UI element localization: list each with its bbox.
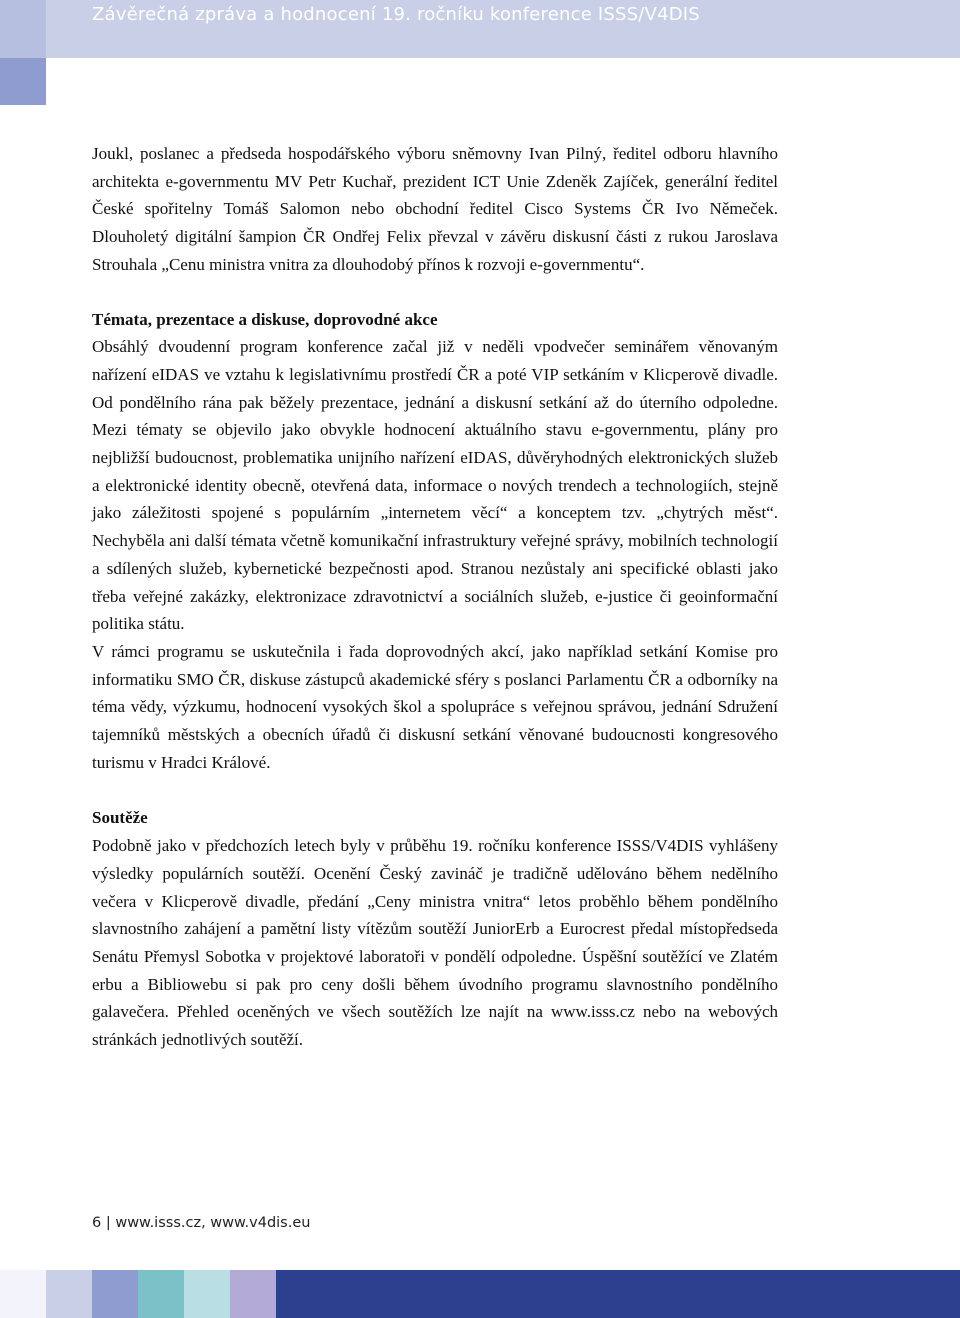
footer-bar-segment — [276, 1270, 960, 1318]
footer-bar-segment — [92, 1270, 138, 1318]
header-accent-block-top — [0, 0, 46, 58]
document-body — [92, 140, 778, 1054]
paragraph-topics: Obsáhlý dvoudenní program konference začal již v neděli vpodvečer seminářem věnovaným nařízení eIDAS ve vztahu k legislativnímu prostředí ČR a poté VIP setkáním v Klicperově divadle. Od pondělního rána pak běžely prezentace, jednání a diskusní setkání až do úterního odpoledne. Mezi tématy se objevilo jako obvykle hodnocení aktuálního stavu e-governmentu, plány pro nejbližší budoucnost, problematika unijního nařízení eIDAS, důvěryhodných elektronických služeb a elektronické identity obecně, otevřená data, informace o nových trendech a technologiích, stejně jako záležitosti spojené s populárním „internetem věcí“ a konceptem tzv. „chytrých měst“. Nechyběla ani další témata včetně komunikační infrastruktury veřejné správy, mobilních technologií a sdílených služeb, kybernetické bezpečnosti apod. Stranou nezůstaly ani specifické oblasti jako třeba veřejné zakázky, elektronizace zdravotnictví a sociálních služeb, e-justice či geoinformační politika státu. — [92, 337, 778, 634]
paragraph-intro: Joukl, poslanec a předseda hospodářského výboru sněmovny Ivan Pilný, ředitel odboru hlavního architekta e-governmentu MV Petr Kuchař, prezident ICT Unie Zdeněk Zajíček, generální ředitel České spořitelny Tomáš Salomon nebo obchodní ředitel Cisco Systems ČR Ivo Němeček. Dlouholetý digitální šampion ČR Ondřej Felix převzal v závěru diskusní části z rukou Jaroslava Strouhala „Cenu ministra vnitra za dlouhodobý přínos k rozvoji e-governmentu“. — [92, 144, 778, 274]
section-heading-topics: Témata, prezentace a diskuse, doprovodné akce — [92, 309, 438, 329]
footer-bar-segment — [138, 1270, 184, 1318]
paragraph-side-events: V rámci programu se uskutečnila i řada doprovodných akcí, jako například setkání Komise pro informatiku SMO ČR, diskuse zástupců akademické sféry s poslanci Parlamentu ČR a odborníky na téma vědy, výzkumu, hodnocení vysokých škol a spolupráce s veřejnou správou, jednání Sdružení tajemníků městských a obecních úřadů či diskusní setkání věnované budoucnosti kongresového turismu v Hradci Králové. — [92, 641, 778, 772]
header-accent-block — [0, 58, 46, 105]
footer-bar-segment — [184, 1270, 230, 1318]
footer-bar-segment — [0, 1270, 46, 1318]
running-header-title: Závěrečná zpráva a hodnocení 19. ročníku konference ISSS/V4DIS — [92, 4, 700, 25]
footer-bar-segment — [46, 1270, 92, 1318]
footer-color-bar — [0, 1270, 960, 1318]
paragraph-competitions: Podobně jako v předchozích letech byly v průběhu 19. ročníku konference ISSS/V4DIS vyhlášeny výsledky populárních soutěží. Ocenění Český zavináč je tradičně udělováno během nedělního večera v Klicperově divadle, předání „Ceny ministra vnitra“ letos proběhlo během pondělního slavnostního zahájení a pamětní listy vítězům soutěží JuniorErb a Eurocrest předal místopředseda Senátu Přemysl Sobotka v projektové laboratoři v pondělí odpoledne. Úspěšní soutěžící ve Zlatém erbu a Bibliowebu si pak pro ceny došli během úvodního programu slavnostního pondělního galavečera. Přehled oceněných ve všech soutěžích lze najít na www.isss.cz nebo na webových stránkách jednotlivých soutěží. — [92, 836, 778, 1050]
page-footer-line: 6 | www.isss.cz, www.v4dis.eu — [92, 1215, 311, 1231]
section-heading-competitions: Soutěže — [92, 808, 148, 828]
footer-bar-segment — [230, 1270, 276, 1318]
